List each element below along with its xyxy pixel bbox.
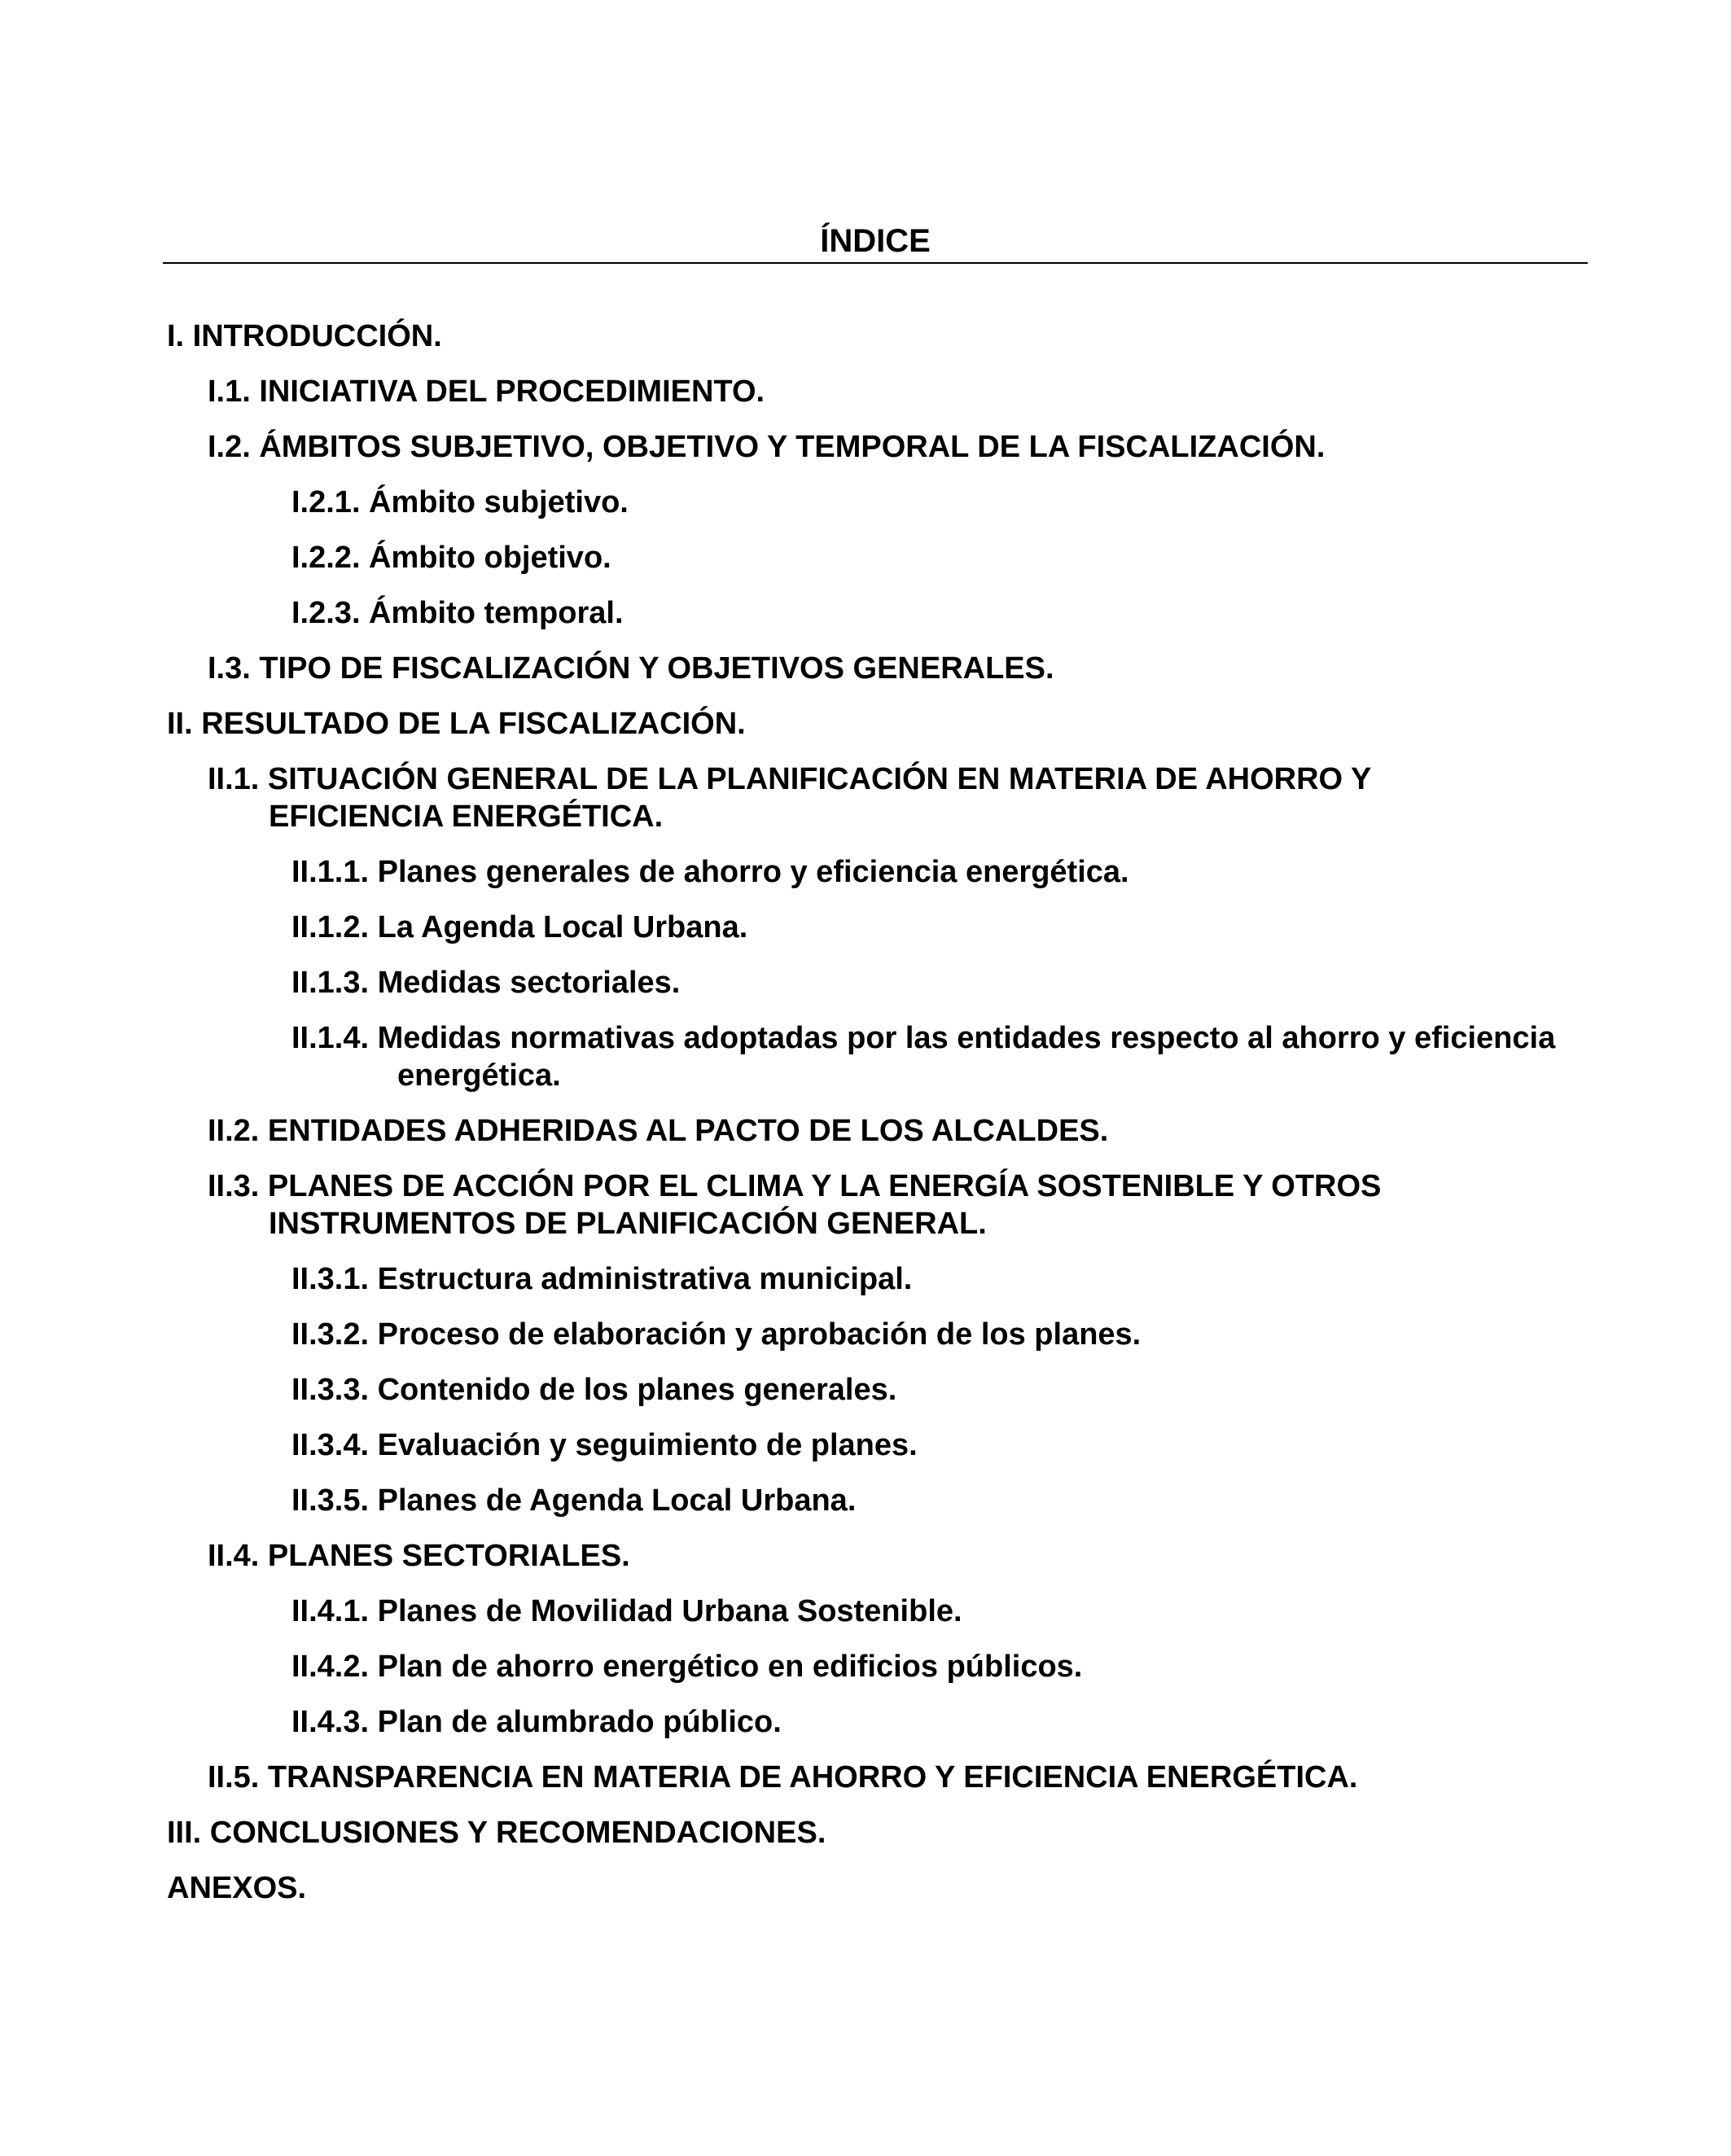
toc-entry-level-3: II.3.2. Proceso de elaboración y aprobación de los planes. — [291, 1317, 1142, 1352]
toc-entry-level-1: ANEXOS. — [167, 1871, 307, 1905]
toc-entry-level-2: II.4. PLANES SECTORIALES. — [208, 1539, 630, 1573]
toc-entry-level-3: I.2.2. Ámbito objetivo. — [291, 541, 611, 575]
toc-entry-level-3: II.3.5. Planes de Agenda Local Urbana. — [291, 1483, 857, 1518]
toc-entry-level-1: II. RESULTADO DE LA FISCALIZACIÓN. — [167, 707, 746, 741]
toc-entry-level-3: II.1.3. Medidas sectoriales. — [291, 966, 681, 1000]
toc-entry-level-3: I.2.1. Ámbito subjetivo. — [291, 485, 629, 519]
toc-entry-level-3: II.3.1. Estructura administrativa municipal. — [291, 1262, 913, 1296]
table-of-contents — [0, 318, 1731, 1907]
toc-entry-level-3: II.3.3. Contenido de los planes generales. — [291, 1373, 897, 1407]
toc-entry-level-2: II.2. ENTIDADES ADHERIDAS AL PACTO DE LOS ALCALDES. — [208, 1114, 1109, 1148]
toc-entry-level-3: II.1.2. La Agenda Local Urbana. — [291, 910, 748, 944]
toc-entry-level-2: I.1. INICIATIVA DEL PROCEDIMIENTO. — [208, 375, 765, 409]
toc-entry-level-2: II.3. PLANES DE ACCIÓN POR EL CLIMA Y LA ENERGÍA SOSTENIBLE Y OTROS INSTRUMENTOS DE PLANIFICACIÓN GENERAL. — [208, 1169, 1382, 1241]
toc-entry-level-3: II.4.1. Planes de Movilidad Urbana Sostenible. — [291, 1594, 962, 1628]
toc-entry-level-3: I.2.3. Ámbito temporal. — [291, 596, 624, 630]
toc-entry-level-2: II.1. SITUACIÓN GENERAL DE LA PLANIFICACIÓN EN MATERIA DE AHORRO Y EFICIENCIA ENERGÉTICA. — [208, 762, 1371, 834]
toc-entry-level-3: II.1.4. Medidas normativas adoptadas por las entidades respecto al ahorro y eficiencia energética. — [291, 1021, 1556, 1093]
toc-entry-level-3: II.3.4. Evaluación y seguimiento de planes. — [291, 1428, 918, 1462]
title-divider — [163, 262, 1588, 264]
toc-entry-level-1: III. CONCLUSIONES Y RECOMENDACIONES. — [167, 1816, 826, 1850]
toc-entry-level-1: I. INTRODUCCIÓN. — [167, 319, 442, 353]
page-title: ÍNDICE — [820, 223, 931, 259]
toc-entry-level-3: II.4.2. Plan de ahorro energético en edificios públicos. — [291, 1650, 1083, 1684]
toc-entry-level-2: II.5. TRANSPARENCIA EN MATERIA DE AHORRO Y EFICIENCIA ENERGÉTICA. — [208, 1760, 1358, 1794]
toc-entry-level-3: II.4.3. Plan de alumbrado público. — [291, 1705, 782, 1739]
toc-entry-level-3: II.1.1. Planes generales de ahorro y eficiencia energética. — [291, 855, 1129, 889]
toc-entry-level-2: I.2. ÁMBITOS SUBJETIVO, OBJETIVO Y TEMPORAL DE LA FISCALIZACIÓN. — [208, 430, 1326, 464]
toc-entry-level-2: I.3. TIPO DE FISCALIZACIÓN Y OBJETIVOS GENERALES. — [208, 651, 1054, 686]
